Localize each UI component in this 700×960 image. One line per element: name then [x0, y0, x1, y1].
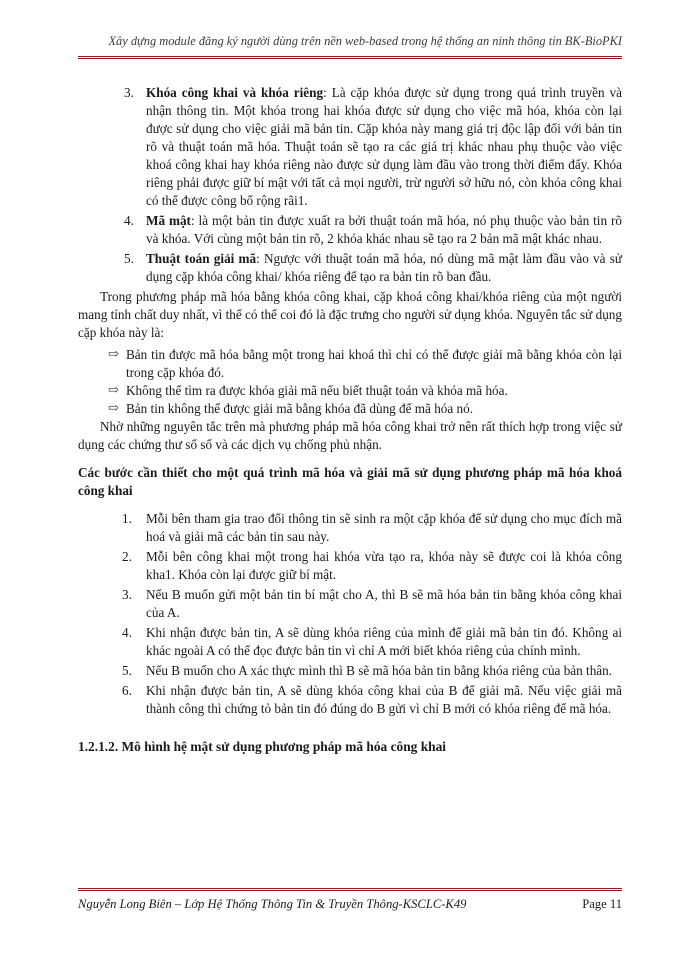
list-item: 1. Mỗi bên tham gia trao đổi thông tin sẽ sinh ra một cặp khóa để sử dụng cho mục đích mã hoá và giải mã các bản tin sau này. [122, 511, 622, 544]
term: Khóa công khai và khóa riêng [146, 85, 324, 100]
section-heading: Các bước cần thiết cho một quá trình mã hóa và giải mã sử dụng phương pháp mã hóa khoá công khai [78, 465, 622, 498]
document-body [78, 84, 622, 756]
list-item: 4. Mã mật: là một bản tin được xuất ra bởi thuật toán mã hóa, nó phụ thuộc vào bản tin rõ và khóa. Với cùng một bản tin rõ, 2 khóa khác nhau sẽ tạo ra 2 bản mã mật khác nhau. [124, 213, 622, 246]
list-item: ⇨ Không thể tìm ra được khóa giải mã nếu biết thuật toán và khóa mã hóa. [108, 382, 508, 398]
list-item: 3. Nếu B muốn gửi một bản tin bí mật cho A, thì B sẽ mã hóa bản tin bằng khóa công khai của A. [122, 587, 622, 620]
definition-list [78, 84, 622, 286]
subsection-heading: 1.2.1.2. Mô hình hệ mật sử dụng phương pháp mã hóa công khai [78, 739, 447, 754]
paragraph: Nhờ những nguyên tắc trên mà phương pháp mã hóa công khai trở nên rất thích hợp trong việc sử dụng các chứng thư số số và các dịch vụ chống phủ nhận. [78, 419, 622, 452]
header-title: Xây dựng module đăng ký người dùng trên nền web-based trong hệ thống an ninh thông tin BK-BioPKI [108, 34, 622, 48]
list-item: 4. Khi nhận được bản tin, A sẽ dùng khóa riêng của mình để giải mã bản tin đó. Không ai khác ngoài A có thể đọc được bản tin vì chỉ A mới biết khóa riêng của chính mình. [122, 625, 622, 658]
arrow-right-icon: ⇨ [108, 382, 119, 397]
list-item: 3. Khóa công khai và khóa riêng: Là cặp khóa được sử dụng trong quá trình truyền và nhận thông tin. Một khóa trong hai khóa được sử dụng cho việc mã hóa, khóa còn lại được sử dụng cho việc giải mã bản tin. Cặp khóa này mang giá trị độc lập đối với bản tin rõ và thuật toán mã hóa. Thuật toán sẽ tạo ra các giá trị khác nhau phụ thuộc vào việc khoá công khai hay khóa riêng nào được sử dụng làm đầu vào trong thời điểm đấy. Khóa riêng phải được giữ bí mật với tất cả mọi người, trừ người sở hữu nó, còn khóa công khai có thể được công bố rộng rãi1. [124, 85, 622, 208]
list-item: 6. Khi nhận được bản tin, A sẽ dùng khóa công khai của B để giải mã. Nếu việc giải mã thành công thì chứng tỏ bản tin đó đúng do B gửi vì chỉ B mới có khóa riêng để mã hóa. [122, 683, 622, 716]
list-item: 5. Nếu B muốn cho A xác thực mình thì B sẽ mã hóa bản tin bằng khóa riêng của bản thân. [122, 663, 613, 678]
page-footer [78, 888, 622, 911]
page-header [78, 34, 622, 59]
arrow-right-icon: ⇨ [108, 400, 119, 415]
steps-list [78, 510, 622, 718]
arrow-right-icon: ⇨ [108, 346, 119, 361]
list-item: 5. Thuật toán giải mã: Ngược với thuật toán mã hóa, nó dùng mã mật làm đầu vào và sử dụng cặp khóa công khai/ khóa riêng để tạo ra bản tin rõ ban đầu. [124, 251, 622, 284]
term: Thuật toán giải mã [146, 251, 257, 266]
list-item: ⇨ Bản tin được mã hóa bằng một trong hai khoá thì chỉ có thể được giải mã bằng khóa còn lại trong cặp khóa đó. [108, 346, 622, 380]
list-item: ⇨ Bản tin không thể được giải mã bằng khóa đã dùng để mã hóa nó. [108, 400, 474, 416]
footer-author: Nguyễn Long Biên – Lớp Hệ Thống Thông Tin & Truyền Thông-KSCLC-K49 [78, 897, 467, 911]
page-number: Page 11 [582, 897, 622, 911]
principles-list [78, 346, 622, 418]
paragraph: Trong phương pháp mã hóa bằng khóa công khai, cặp khoá công khai/khóa riêng của một người mang tính chất duy nhất, vì thế có thể coi đó là đặc trưng cho người sử dụng khóa. Nguyên tắc sử dụng cặp khóa này là: [78, 289, 622, 340]
list-item: 2. Mỗi bên công khai một trong hai khóa vừa tạo ra, khóa này sẽ được coi là khóa công kha1. Khóa còn lại được giữ bí mật. [122, 549, 622, 582]
term: Mã mật [146, 213, 191, 228]
